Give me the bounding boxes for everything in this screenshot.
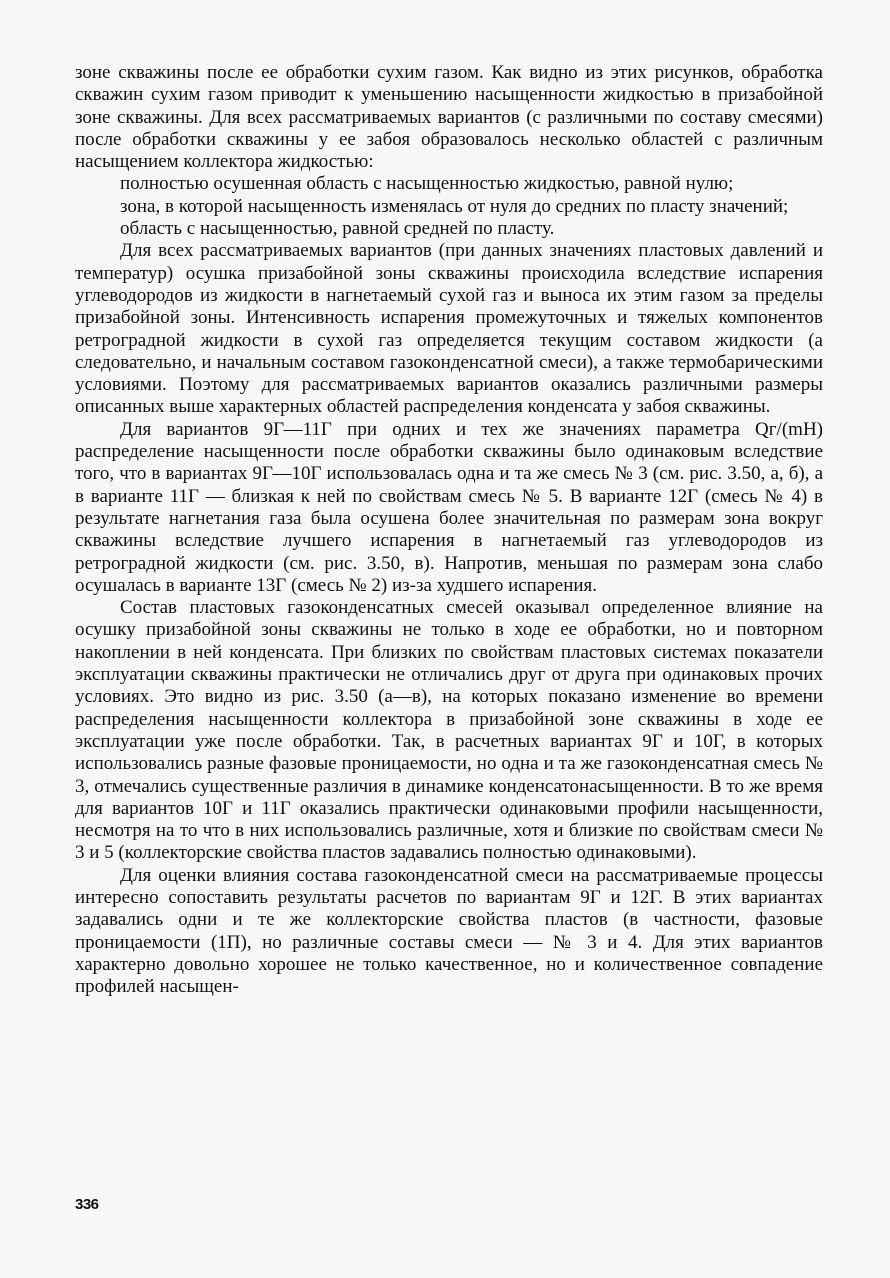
paragraph: зона, в которой насыщенность изменялась от нуля до средних по пласту значений;	[120, 195, 789, 217]
page-body	[75, 62, 823, 998]
paragraph: полностью осушенная область с насыщенностью жидкостью, равной нулю;	[120, 173, 734, 195]
paragraph: Для вариантов 9Г—11Г при одних и тех же значениях параметра Qг/(mH) распределение насыщенности после обработки скважины было одинаковым вследствие того, что в вариантах 9Г—10Г использовалась одна и та же смесь № 3 (см. рис. 3.50, а, б), а в варианте 11Г — близкая к ней по свойствам смесь № 5. В варианте 12Г (смесь № 4) в результате нагнетания газа была осушена более значительная по размерам зона вокруг скважины вследствие лучшего испарения в нагнетаемый газ углеводородов из ретроградной жидкости (см. рис. 3.50, в). Напротив, меньшая по размерам зона слабо осушалась в варианте 13Г (смесь № 2) из-за худшего испарения.	[75, 418, 823, 596]
page-number: 336	[75, 1196, 99, 1213]
paragraph: Состав пластовых газоконденсатных смесей оказывал определенное влияние на осушку призабойной зоны скважины не только в ходе ее обработки, но и повторном накоплении в ней конденсата. При близких по свойствам пластовых системах показатели эксплуатации скважины практически не отличались друг от друга при одинаковых прочих условиях. Это видно из рис. 3.50 (а—в), на которых показано изменение во времени распределения насыщенности коллектора в призабойной зоне скважины в ходе ее эксплуатации уже после обработки. Так, в расчетных вариантах 9Г и 10Г, в которых использовались разные фазовые проницаемости, но одна и та же газоконденсатная смесь № 3, отмечались существенные различия в динамике конденсатонасыщенности. В то же время для вариантов 10Г и 11Г оказались практически одинаковыми профили насыщенности, несмотря на то что в них использовались различные, хотя и близкие по свойствам смеси № 3 и 5 (коллекторские свойства пластов задавались полностью одинаковыми).	[75, 597, 823, 864]
paragraph: область с насыщенностью, равной средней по пласту.	[120, 218, 555, 240]
paragraph: зоне скважины после ее обработки сухим газом. Как видно из этих рисунков, обработка скважин сухим газом приводит к уменьшению насыщенности жидкостью в призабойной зоне скважины. Для всех рассматриваемых вариантов (с различными по составу смесями) после обработки скважины у ее забоя образовалось несколько областей с различным насыщением коллектора жидкостью:	[75, 62, 823, 173]
paragraph: Для всех рассматриваемых вариантов (при данных значениях пластовых давлений и температур) осушка призабойной зоны скважины происходила вследствие испарения углеводородов из жидкости в нагнетаемый сухой газ и выноса их этим газом за пределы призабойной зоны. Интенсивность испарения промежуточных и тяжелых компонентов ретроградной жидкости в сухой газ определяется текущим составом жидкости (а следовательно, и начальным составом газоконденсатной смеси), а также термобарическими условиями. Поэтому для рассматриваемых вариантов оказались различными размеры описанных выше характерных областей распределения конденсата у забоя скважины.	[75, 240, 823, 418]
paragraph: Для оценки влияния состава газоконденсатной смеси на рассматриваемые процессы интересно сопоставить результаты расчетов по вариантам 9Г и 12Г. В этих вариантах задавались одни и те же коллекторские свойства пластов (в частности, фазовые проницаемости (1П), но различные составы смеси — № 3 и 4. Для этих вариантов характерно довольно хорошее не только качественное, но и количественное совпадение профилей насыщен-	[75, 864, 823, 998]
